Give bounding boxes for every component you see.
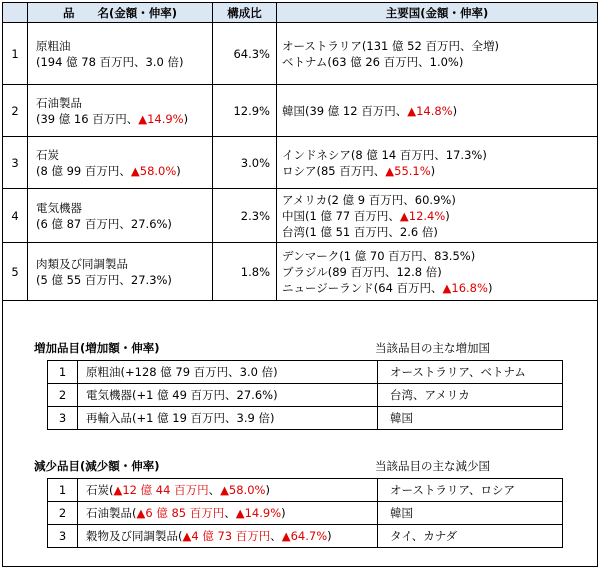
- row-no: 2: [48, 502, 78, 525]
- table-row: [3, 243, 598, 301]
- table-row: [48, 407, 563, 430]
- country-line: [282, 38, 597, 54]
- country-line: [282, 147, 597, 163]
- row-ratio: 64.3%: [213, 23, 277, 85]
- row-item: [78, 525, 378, 548]
- text-segment: 電気機器(+1 億 49 百万円、27.6%): [86, 388, 278, 402]
- text-segment: ): [176, 163, 181, 178]
- row-item: [28, 85, 213, 137]
- text-segment: 韓国(39 億 12 百万円、: [282, 103, 408, 118]
- text-segment: オーストラリア(131 億 52 百万円、全増): [282, 38, 499, 53]
- country-line: [282, 280, 597, 296]
- row-country: 台湾、アメリカ: [378, 384, 563, 407]
- row-ratio: 2.3%: [213, 189, 277, 243]
- text-segment: ): [281, 506, 286, 520]
- row-item: [78, 384, 378, 407]
- row-item: [28, 243, 213, 301]
- table-row: [3, 85, 598, 137]
- item-detail: [36, 54, 212, 70]
- row-ratio: 12.9%: [213, 85, 277, 137]
- item-name: 電気機器: [36, 200, 82, 215]
- row-no: 1: [48, 361, 78, 384]
- row-ratio: 3.0%: [213, 137, 277, 189]
- text-segment: ): [265, 483, 270, 497]
- text-segment: (39 億 16 百万円、: [36, 111, 139, 126]
- negative-value: ▲16.8%: [442, 280, 488, 295]
- text-segment: (194 億 78 百万円、3.0 倍): [36, 54, 184, 69]
- text-segment: デンマーク(1 億 70 百万円、83.5%): [282, 248, 476, 263]
- row-item: [28, 189, 213, 243]
- negative-value: ▲55.1%: [385, 163, 431, 178]
- text-segment: 、: [224, 506, 236, 520]
- country-line: [282, 163, 597, 179]
- row-no: 1: [48, 479, 78, 502]
- negative-value: ▲12 億 44 百万円: [113, 483, 209, 497]
- row-countries: [277, 23, 598, 85]
- text-segment: 石油製品(: [86, 506, 137, 520]
- negative-value: ▲64.7%: [281, 529, 328, 543]
- row-countries: [277, 243, 598, 301]
- text-segment: ベトナム(63 億 26 百万円、1.0%): [282, 54, 464, 69]
- increase-section: [2, 338, 598, 438]
- table-row: [48, 502, 563, 525]
- item-detail: [36, 216, 212, 232]
- header-row: [3, 3, 598, 23]
- item-name: 原粗油: [36, 38, 71, 53]
- negative-value: ▲12.4%: [399, 208, 446, 223]
- negative-value: ▲14.9%: [138, 111, 184, 126]
- table-row: [48, 479, 563, 502]
- row-country: オーストラリア、ロシア: [378, 479, 563, 502]
- item-name: 肉類及び同調製品: [36, 256, 128, 271]
- text-segment: (8 億 99 百万円、: [36, 163, 131, 178]
- decrease-country-title: 当該品目の主な減少国: [375, 459, 490, 473]
- increase-table: [47, 360, 563, 430]
- main-table: [2, 2, 598, 301]
- table-row: [48, 361, 563, 384]
- text-segment: インドネシア(8 億 14 百万円、17.3%): [282, 147, 487, 162]
- negative-value: ▲58.0%: [220, 483, 266, 497]
- text-segment: ブラジル(89 百万円、12.8 倍): [282, 264, 442, 279]
- increase-title: 増加品目(増加額・伸率): [34, 341, 160, 355]
- text-segment: ロシア(85 百万円、: [282, 163, 386, 178]
- negative-value: ▲58.0%: [130, 163, 177, 178]
- header-item: 品 名(金額・伸率): [28, 3, 213, 23]
- row-item: [78, 361, 378, 384]
- row-item: [78, 479, 378, 502]
- table-row: [48, 384, 563, 407]
- text-segment: 穀物及び同調製品(: [86, 529, 183, 543]
- decrease-section: [2, 456, 598, 556]
- item-detail: [36, 272, 212, 288]
- table-row: [3, 189, 598, 243]
- row-country: オーストラリア、ベトナム: [378, 361, 563, 384]
- text-segment: ): [452, 103, 458, 118]
- decrease-table: [47, 478, 563, 548]
- row-country: 韓国: [378, 502, 563, 525]
- row-country: 韓国: [378, 407, 563, 430]
- row-no: 3: [48, 525, 78, 548]
- text-segment: アメリカ(2 億 9 百万円、60.9%): [282, 192, 456, 207]
- country-line: [282, 208, 597, 224]
- text-segment: ): [183, 111, 189, 126]
- text-segment: 、: [270, 529, 282, 543]
- text-segment: ): [327, 529, 332, 543]
- country-line: [282, 192, 597, 208]
- negative-value: ▲6 億 85 百万円: [136, 506, 225, 520]
- row-item: [28, 137, 213, 189]
- text-segment: 石炭(: [86, 483, 114, 497]
- table-row: [48, 525, 563, 548]
- item-name: 石炭: [36, 147, 59, 162]
- row-countries: [277, 189, 598, 243]
- row-item: [78, 407, 378, 430]
- text-segment: (6 億 87 百万円、27.6%): [36, 216, 172, 231]
- negative-value: ▲4 億 73 百万円: [182, 529, 271, 543]
- row-countries: [277, 137, 598, 189]
- text-segment: (5 億 55 百万円、27.3%): [36, 272, 172, 287]
- country-line: [282, 103, 597, 119]
- header-no: [3, 3, 28, 23]
- text-segment: 、: [208, 483, 221, 497]
- table-row: [3, 137, 598, 189]
- country-line: [282, 264, 597, 280]
- increase-country-title: 当該品目の主な増加国: [375, 341, 490, 355]
- text-segment: 再輸入品(+1 億 19 百万円、3.9 倍): [86, 411, 275, 425]
- header-ratio: 構成比: [213, 3, 277, 23]
- item-detail: [36, 111, 212, 127]
- row-countries: [277, 85, 598, 137]
- header-countries: 主要国(金額・伸率): [277, 3, 598, 23]
- item-detail: [36, 163, 212, 179]
- text-segment: ): [445, 208, 450, 223]
- text-segment: 中国(1 億 77 百万円、: [282, 208, 400, 223]
- text-segment: 原粗油(+128 億 79 百万円、3.0 倍): [86, 365, 278, 379]
- row-no: 5: [3, 243, 28, 301]
- negative-value: ▲14.8%: [407, 103, 453, 118]
- row-ratio: 1.8%: [213, 243, 277, 301]
- country-line: [282, 224, 597, 240]
- row-item: [28, 23, 213, 85]
- row-no: 4: [3, 189, 28, 243]
- row-item: [78, 502, 378, 525]
- decrease-title: 減少品目(減少額・伸率): [34, 459, 160, 473]
- country-line: [282, 54, 597, 70]
- row-no: 1: [3, 23, 28, 85]
- row-country: タイ、カナダ: [378, 525, 563, 548]
- text-segment: ): [430, 163, 436, 178]
- row-no: 3: [3, 137, 28, 189]
- text-segment: ニュージーランド(64 百万円、: [282, 280, 443, 295]
- row-no: 3: [48, 407, 78, 430]
- row-no: 2: [3, 85, 28, 137]
- negative-value: ▲14.9%: [235, 506, 282, 520]
- row-no: 2: [48, 384, 78, 407]
- text-segment: 台湾(1 億 51 百万円、2.6 倍): [282, 224, 438, 239]
- country-line: [282, 248, 597, 264]
- text-segment: ): [487, 280, 493, 295]
- table-row: [3, 23, 598, 85]
- item-name: 石油製品: [36, 95, 82, 110]
